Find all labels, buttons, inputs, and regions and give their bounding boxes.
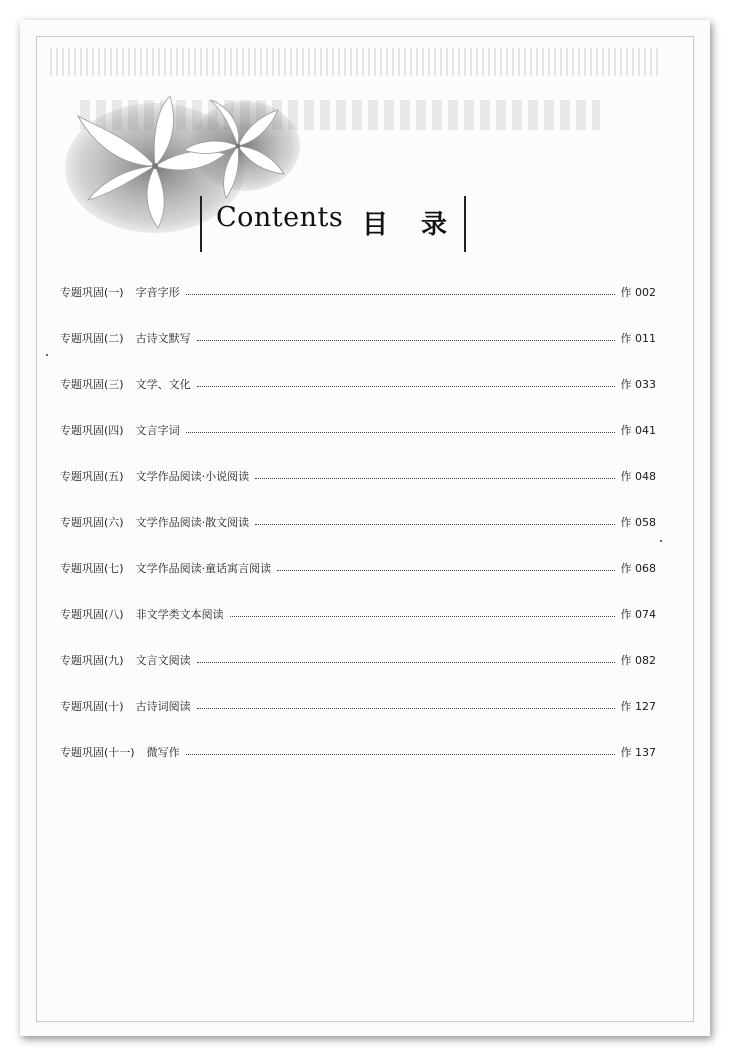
toc-entry-page: 作 041 (620, 424, 656, 437)
toc-entry-number: 专题巩固(五) (60, 470, 124, 483)
bleed-through-header (50, 48, 660, 76)
toc-leader-dots (186, 753, 615, 755)
toc-leader-dots (277, 569, 614, 571)
toc-leader-dots (255, 523, 614, 525)
toc-entry-page: 作 074 (620, 608, 656, 621)
title-chinese: 目 录 (362, 210, 460, 240)
toc-leader-dots (197, 707, 615, 709)
toc-entry-title: 文言字词 (135, 424, 180, 437)
toc-entry-number: 专题巩固(八) (60, 608, 124, 621)
toc-entry-page: 作 068 (620, 562, 656, 575)
toc-entry[interactable] (60, 374, 656, 394)
paper-speck (660, 540, 662, 542)
toc-entry-number: 专题巩固(六) (60, 516, 124, 529)
toc-entry-title: 文学作品阅读·散文阅读 (135, 516, 250, 529)
toc-leader-dots (197, 339, 615, 341)
toc-entry-number: 专题巩固(十一) (60, 746, 135, 759)
toc-entry-title: 字音字形 (135, 286, 180, 299)
toc-entry-title: 文言文阅读 (135, 654, 191, 667)
toc-entry[interactable] (60, 696, 656, 716)
paper-speck (46, 354, 48, 356)
toc-entry-title: 微写作 (146, 746, 180, 759)
toc-entry-page: 作 137 (620, 746, 656, 759)
toc-entry[interactable] (60, 512, 656, 532)
toc-entry-page: 作 058 (620, 516, 656, 529)
toc-entry-title: 文学作品阅读·小说阅读 (135, 470, 250, 483)
toc-leader-dots (230, 615, 615, 617)
contents-title (200, 196, 466, 252)
toc-entry-number: 专题巩固(四) (60, 424, 124, 437)
toc-entry-page: 作 048 (620, 470, 656, 483)
toc-entry-page: 作 127 (620, 700, 656, 713)
toc-entry-page: 作 033 (620, 378, 656, 391)
toc-entry-number: 专题巩固(一) (60, 286, 124, 299)
toc-entry-number: 专题巩固(九) (60, 654, 124, 667)
toc-entry-title: 古诗文默写 (135, 332, 191, 345)
title-english: Contents (216, 202, 344, 233)
toc-entry-number: 专题巩固(十) (60, 700, 124, 713)
toc-entry[interactable] (60, 328, 656, 348)
toc-entry[interactable] (60, 282, 656, 302)
toc-leader-dots (197, 661, 615, 663)
title-divider-left (200, 196, 202, 252)
toc-entry-title: 文学、文化 (135, 378, 191, 391)
toc-entry-page: 作 011 (620, 332, 656, 345)
toc-leader-dots (197, 385, 615, 387)
toc-leader-dots (255, 477, 614, 479)
toc-entry-number: 专题巩固(二) (60, 332, 124, 345)
toc-entry[interactable] (60, 650, 656, 670)
toc-entry[interactable] (60, 466, 656, 486)
toc-entry-title: 文学作品阅读·童话寓言阅读 (135, 562, 272, 575)
toc-entry[interactable] (60, 604, 656, 624)
toc-entry[interactable] (60, 420, 656, 440)
toc-entry-title: 非文学类文本阅读 (135, 608, 224, 621)
toc-entry-number: 专题巩固(七) (60, 562, 124, 575)
toc-entry[interactable] (60, 742, 656, 762)
toc-entry-page: 作 002 (620, 286, 656, 299)
title-divider-right (464, 196, 466, 252)
toc-leader-dots (186, 431, 615, 433)
toc-entry-page: 作 082 (620, 654, 656, 667)
toc-entry-number: 专题巩固(三) (60, 378, 124, 391)
toc-entry-title: 古诗词阅读 (135, 700, 191, 713)
toc-leader-dots (186, 293, 615, 295)
toc-entry[interactable] (60, 558, 656, 578)
